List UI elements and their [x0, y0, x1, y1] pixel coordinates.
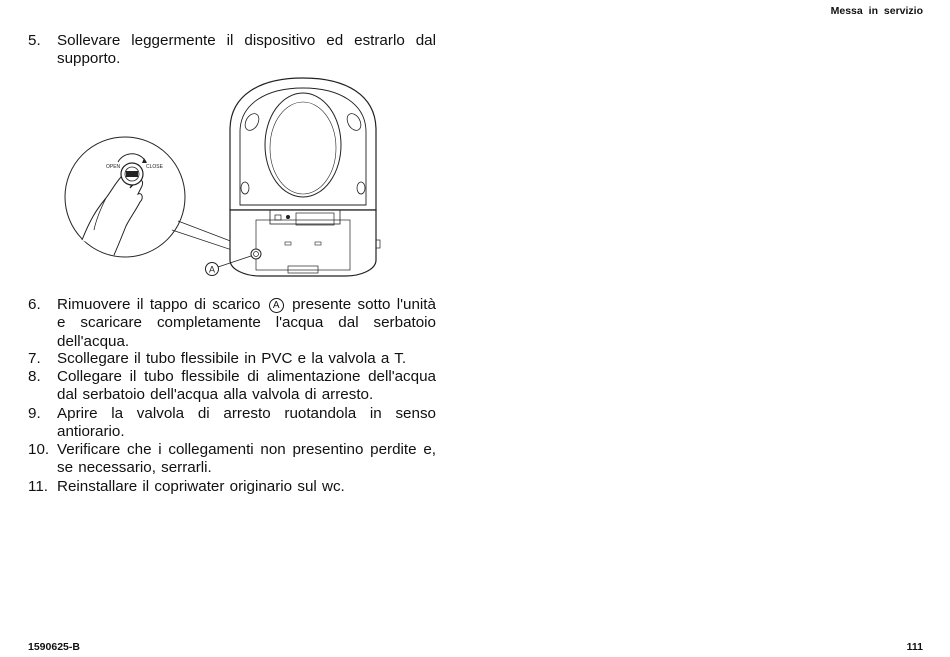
step-number: 7.	[28, 350, 41, 367]
step-9	[28, 405, 436, 442]
knob-open-label: OPEN	[106, 164, 121, 170]
step-text	[57, 296, 436, 351]
toilet-seat-drain-illustration	[60, 70, 390, 282]
step-text: Sollevare leggermente il dispositivo ed estrarlo dal supporto.	[57, 32, 436, 68]
step-5	[28, 32, 436, 69]
step-text: Collegare il tubo flessibile di alimentazione dell'acqua dal serbatoio dell'acqua alla valvola di arresto.	[57, 368, 436, 404]
page-section-title: Messa in servizio	[830, 5, 923, 17]
step-text: Verificare che i collegamenti non presentino perdite e, se necessario, serrarli.	[57, 441, 436, 477]
knob-close-label: CLOSE	[146, 164, 163, 170]
document-code: 1590625-B	[28, 641, 80, 653]
drain-plug-marker: A	[269, 298, 284, 313]
step-text: Scollegare il tubo flessibile in PVC e la valvola a T.	[57, 350, 407, 367]
page-number: 111	[906, 641, 923, 653]
callout-a-label: A	[208, 264, 216, 275]
knob-detail-inset	[65, 137, 185, 257]
step-number: 10.	[28, 441, 50, 458]
step-7	[28, 350, 436, 368]
step-number: 11.	[28, 478, 48, 495]
step-number: 5.	[28, 32, 41, 49]
step-11	[28, 478, 436, 496]
step-text-after: presente sotto l'unità e scaricare completamente l'acqua dal serbatoio dell'acqua.	[57, 296, 436, 350]
step-number: 8.	[28, 368, 41, 385]
step-8	[28, 368, 436, 405]
toilet-seat-outline	[230, 78, 376, 210]
step-10	[28, 441, 436, 478]
step-text: Reinstallare il copriwater originario sul wc.	[57, 478, 345, 495]
step-text: Aprire la valvola di arresto ruotandola in senso antiorario.	[57, 405, 436, 441]
bidet-base-unit	[230, 210, 380, 276]
step-6	[28, 296, 436, 351]
step-text-before: Rimuovere il tappo di scarico	[57, 296, 261, 313]
step-number: 9.	[28, 405, 41, 422]
step-number: 6.	[28, 296, 41, 313]
